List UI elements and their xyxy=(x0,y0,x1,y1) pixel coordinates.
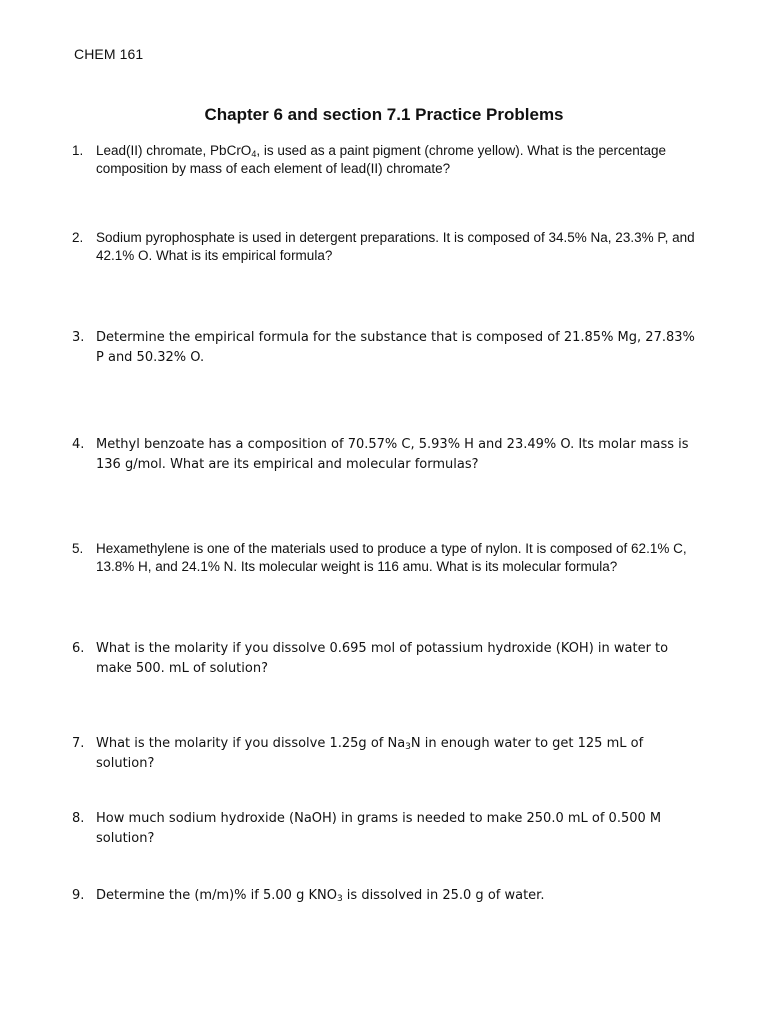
problem-item xyxy=(72,886,697,906)
problem-number: 2. xyxy=(72,230,84,245)
problem-item xyxy=(72,435,697,474)
problem-item xyxy=(72,809,697,848)
problem-number: 5. xyxy=(72,541,84,556)
problem-item xyxy=(72,734,697,773)
subscript: 4 xyxy=(251,149,257,159)
problem-text: What is the molarity if you dissolve 1.25g of $Na_3N$ in enough water to get 125 mL of solution? xyxy=(96,736,644,771)
problem-number: 8. xyxy=(72,811,85,826)
problem-number: 9. xyxy=(72,888,85,903)
problem-item xyxy=(72,328,697,367)
subscript: 3 xyxy=(405,742,411,752)
problem-text: How much sodium hydroxide (NaOH) in grams is needed to make 250.0 mL of 0.500 M solution? xyxy=(96,811,662,846)
problem-text: Determine the empirical formula for the substance that is composed of 21.85% Mg, 27.83% P and 50.32% O. xyxy=(96,330,695,365)
problem-text: What is the molarity if you dissolve 0.695 mol of potassium hydroxide (KOH) in water to make 500. mL of solution? xyxy=(96,641,669,676)
problem-number: 4. xyxy=(72,437,85,452)
problem-item xyxy=(72,142,697,178)
subscript: 3 xyxy=(336,894,343,904)
problem-text: Hexamethylene is one of the materials used to produce a type of nylon. It is composed of 62.1% C, 13.8% H, and 24.1% N. Its molecular weight is 116 amu. What is its molecular formula? xyxy=(96,541,687,574)
problem-text: Determine the (m/m)% if 5.00 g $KNO_3$ is dissolved in 25.0 g of water. xyxy=(96,888,545,904)
problem-item xyxy=(72,229,697,265)
problem-number: 3. xyxy=(72,330,85,345)
problem-number: 1. xyxy=(72,143,84,158)
page-title: Chapter 6 and section 7.1 Practice Problems xyxy=(204,105,564,124)
problem-item xyxy=(72,540,697,576)
course-label: CHEM 161 xyxy=(74,46,144,62)
problem-text: Lead(II) chromate, PbCrO$_4$, is used as a paint pigment (chrome yellow). What is the percentage composition by mass of each element of lead(II) chromate? xyxy=(96,143,667,176)
problem-item xyxy=(72,639,697,678)
problem-text: Methyl benzoate has a composition of 70.57% C, 5.93% H and 23.49% O. Its molar mass is 136 g/mol. What are its empirical and molecular formulas? xyxy=(96,437,689,472)
problem-text: Sodium pyrophosphate is used in detergent preparations. It is composed of 34.5% Na, 23.3% P, and 42.1% O. What is its empirical formula? xyxy=(96,230,695,263)
problem-number: 6. xyxy=(72,641,85,656)
problem-number: 7. xyxy=(72,736,85,751)
